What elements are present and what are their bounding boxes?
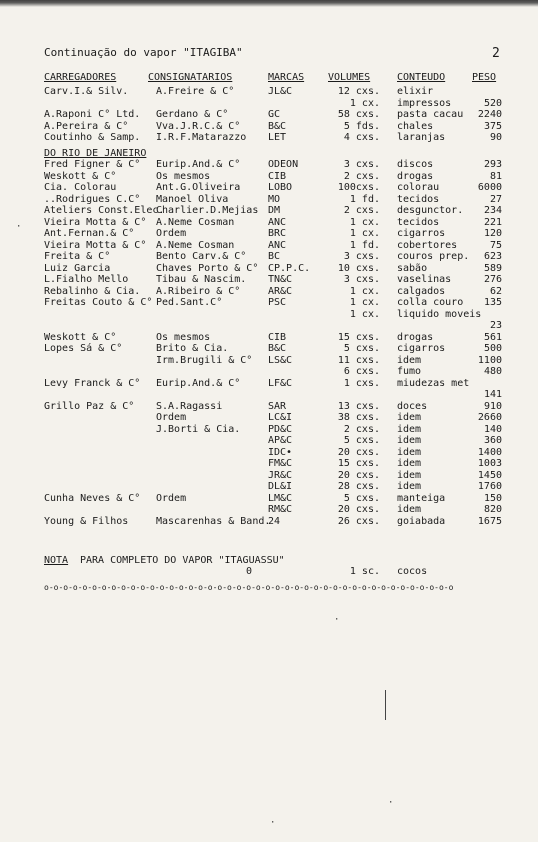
cell-contents: sabão <box>397 262 428 274</box>
cell-contents: miudezas met <box>397 377 470 389</box>
cell-weight: 140 <box>483 423 502 435</box>
cell-contents: drogas <box>397 331 434 343</box>
table-row <box>0 159 538 171</box>
cell-consignee: Tibau & Nascim. <box>156 274 247 285</box>
cell-contents: desgunctor. <box>397 205 464 216</box>
table-header <box>0 72 538 84</box>
cell-weight: 360 <box>483 435 502 446</box>
cell-shipper: Levy Franck & C° <box>44 377 141 389</box>
cell-contents: tecidos <box>397 193 440 205</box>
cell-weight: 2240 <box>477 109 502 120</box>
cell-volumes: 4 cxs. <box>343 132 380 143</box>
cell-consignee: Brito & Cia. <box>156 343 229 354</box>
header-shipper: CARREGADORES <box>44 72 117 83</box>
cell-volumes: 5 cxs. <box>343 343 380 354</box>
table-row <box>0 171 538 183</box>
cell-volumes: 5 fds. <box>343 120 380 132</box>
cell-volumes: 20 cxs. <box>337 504 380 515</box>
cell-weight: 561 <box>483 331 502 343</box>
cell-consignee: Ordem <box>156 228 187 239</box>
cell-consignee: Ordem <box>156 412 187 423</box>
cell-consignee: Eurip.And.& C° <box>156 377 241 389</box>
cell-consignee: A.Neme Cosman <box>156 239 235 251</box>
section-heading <box>0 148 538 160</box>
cell-shipper: A.Pereira & C° <box>44 120 129 132</box>
table-row <box>0 332 538 344</box>
cell-consignee: A.Freire & C° <box>156 86 235 97</box>
cell-volumes: 13 cxs. <box>337 400 380 412</box>
table-row <box>0 435 538 447</box>
cell-volumes: 5 cxs. <box>343 435 380 446</box>
cell-marks: 24 <box>268 515 281 527</box>
cell-consignee: Chaves Porto & C° <box>156 262 259 274</box>
cell-shipper: Weskott & C° <box>44 331 117 343</box>
table-row <box>0 132 538 144</box>
cell-contents: discos <box>397 159 434 170</box>
cell-contents: cigarros <box>397 343 446 354</box>
cell-contents: liquido moveis <box>397 308 482 320</box>
cell-consignee: Bento Carv.& C° <box>156 251 247 262</box>
cell-shipper: Luiz Garcia <box>44 262 111 274</box>
table-row <box>0 470 538 482</box>
cell-weight: 120 <box>483 228 502 239</box>
cell-volumes: 2 cxs. <box>343 205 380 216</box>
cell-marks: LOBO <box>268 182 293 193</box>
cell-consignee: Gerdano & C° <box>156 109 229 120</box>
cell-volumes: 3 cxs. <box>343 159 380 170</box>
cell-volumes: 28 cxs. <box>337 481 380 492</box>
cell-consignee: A.Neme Cosman <box>156 216 235 228</box>
table-row <box>0 343 538 355</box>
cell-weight: 135 <box>483 297 502 308</box>
cell-contents: fumo <box>397 366 422 377</box>
cell-volumes: 1 cx. <box>349 216 380 228</box>
table-row <box>0 228 538 240</box>
cell-contents: colla couro <box>397 297 464 308</box>
table-row <box>0 320 538 332</box>
cell-volumes: 58 cxs. <box>337 109 380 120</box>
cell-contents: pasta cacau <box>397 109 464 120</box>
cell-volumes: 1 cxs. <box>343 377 380 389</box>
cell-weight: 1760 <box>477 481 502 492</box>
cell-marks: B&C <box>268 343 287 354</box>
cell-marks: GC <box>268 109 281 120</box>
cell-contents: goiabada <box>397 515 446 527</box>
cell-contents: vaselinas <box>397 274 452 285</box>
table-row <box>0 481 538 493</box>
cell-volumes: 6 cxs. <box>343 366 380 377</box>
table-row <box>0 493 538 505</box>
cell-volumes: 26 cxs. <box>337 515 380 527</box>
table-row <box>0 274 538 286</box>
cell-weight: 276 <box>483 274 502 285</box>
cell-volumes: 12 cxs. <box>337 86 380 97</box>
cell-consignee: Charlier.D.Mejias <box>156 205 259 216</box>
cell-shipper: Rebalinho & Cia. <box>44 285 141 297</box>
cell-contents: idem <box>397 446 422 458</box>
table-row <box>0 412 538 424</box>
page-title: Continuação do vapor "ITAGIBA" <box>44 46 243 59</box>
cell-marks: PSC <box>268 297 287 308</box>
cell-weight: 500 <box>483 343 502 354</box>
scan-speck: · <box>16 222 22 232</box>
note-text: PARA COMPLETO DO VAPOR "ITAGUASSU" <box>80 555 285 566</box>
cell-marks: AR&C <box>268 285 293 297</box>
note-contents: cocos <box>397 566 428 577</box>
cell-shipper: A.Raponi C° Ltd. <box>44 109 141 120</box>
note-label: NOTA <box>44 555 69 566</box>
cell-consignee: I.R.F.Matarazzo <box>156 132 247 143</box>
table-row <box>0 389 538 401</box>
cell-volumes: 1 cx. <box>349 297 380 308</box>
cell-contents: cigarros <box>397 228 446 239</box>
table-row <box>0 217 538 229</box>
cell-contents: idem <box>397 354 422 366</box>
cell-contents: tecidos <box>397 216 440 228</box>
cell-volumes: 15 cxs. <box>337 458 380 469</box>
cell-marks: BRC <box>268 228 287 239</box>
cell-shipper: Lopes Sá & C° <box>44 343 123 354</box>
cell-consignee: Irm.Brugili & C° <box>156 354 253 366</box>
table-row <box>0 504 538 516</box>
cell-contents: idem <box>397 481 422 492</box>
cell-volumes: 20 cxs. <box>337 469 380 481</box>
cell-consignee: Eurip.And.& C° <box>156 159 241 170</box>
cell-consignee: Os mesmos <box>156 331 211 343</box>
table-row <box>0 366 538 378</box>
cell-volumes: 15 cxs. <box>337 331 380 343</box>
cell-shipper: Cunha Neves & C° <box>44 492 141 504</box>
cell-weight: 221 <box>483 216 502 228</box>
cell-volumes: 1 cx. <box>349 228 380 239</box>
cell-shipper: Freitas Couto & C° <box>44 297 153 308</box>
scan-speck: · <box>270 818 276 828</box>
table-row <box>0 251 538 263</box>
cell-marks: ODEON <box>268 159 299 170</box>
cell-marks: JL&C <box>268 86 293 97</box>
cell-volumes: 1 cx. <box>349 97 380 109</box>
cell-contents: idem <box>397 458 422 469</box>
cell-contents: idem <box>397 435 422 446</box>
cell-consignee: Os mesmos <box>156 170 211 182</box>
cell-shipper: Cia. Colorau <box>44 182 117 193</box>
cell-marks: JR&C <box>268 469 293 481</box>
cell-volumes: 1 cx. <box>349 308 380 320</box>
scan-speck: · <box>388 798 394 808</box>
cell-contents: couros prep. <box>397 251 470 262</box>
cell-marks: BC <box>268 251 281 262</box>
cell-shipper: Coutinho & Samp. <box>44 132 141 143</box>
cell-contents: drogas <box>397 170 434 182</box>
cell-weight: 375 <box>483 120 502 132</box>
cell-shipper: Weskott & C° <box>44 170 117 182</box>
cell-volumes: 1 cx. <box>349 285 380 297</box>
cell-marks: LS&C <box>268 354 293 366</box>
header-weight: PESO <box>472 72 497 83</box>
header-consignee: CONSIGNATARIOS <box>148 72 233 83</box>
cell-marks: ANC <box>268 216 287 228</box>
cell-weight: 293 <box>483 159 502 170</box>
table-row <box>0 286 538 298</box>
separator-line: o-o-o-o-o-o-o-o-o-o-o-o-o-o-o-o-o-o-o-o-o-o-o-o-o-o-o-o-o-o-o-o-o-o-o-o-o-o-o-o-o-o-o <box>44 583 454 592</box>
cell-volumes: 20 cxs. <box>337 446 380 458</box>
cell-marks: IDC• <box>268 446 293 458</box>
cell-contents: calgados <box>397 285 446 297</box>
note-marks: 0 <box>246 566 253 577</box>
table-row <box>0 424 538 436</box>
table-row <box>0 297 538 309</box>
note-detail-row <box>0 566 538 578</box>
cell-marks: TN&C <box>268 274 293 285</box>
cell-shipper: Ant.Fernan.& C° <box>44 228 135 239</box>
cell-marks: MO <box>268 193 281 205</box>
cell-volumes: 11 cxs. <box>337 354 380 366</box>
header-contents: CONTEUDO <box>397 72 446 83</box>
cell-weight: 75 <box>489 239 502 251</box>
table-row <box>0 447 538 459</box>
table-row <box>0 378 538 390</box>
page-number: 2 <box>492 46 500 61</box>
table-row <box>0 355 538 367</box>
cell-marks: LC&I <box>268 412 293 423</box>
cell-shipper: Freita & C° <box>44 251 111 262</box>
cell-shipper: ..Rodrigues C.C° <box>44 193 141 205</box>
cell-volumes: 38 cxs. <box>337 412 380 423</box>
cell-contents: colorau <box>397 182 440 193</box>
cell-weight: 81 <box>489 170 502 182</box>
cell-contents: doces <box>397 400 428 412</box>
table-row <box>0 194 538 206</box>
cell-marks: CP.P.C. <box>268 262 311 274</box>
cell-volumes: 2 cxs. <box>343 423 380 435</box>
cell-marks: ANC <box>268 239 287 251</box>
cell-volumes: 10 cxs. <box>337 262 380 274</box>
cell-contents: cobertores <box>397 239 458 251</box>
table-row <box>0 458 538 470</box>
cell-marks: LET <box>268 132 287 143</box>
cell-contents: laranjas <box>397 132 446 143</box>
cell-volumes: 1 fd. <box>349 239 380 251</box>
cell-weight: 6000 <box>477 182 502 193</box>
cell-weight: 1003 <box>477 458 502 469</box>
cell-consignee: Ant.G.Oliveira <box>156 182 241 193</box>
table-row <box>0 182 538 194</box>
cell-marks: LF&C <box>268 377 293 389</box>
cell-weight: 623 <box>483 251 502 262</box>
cell-contents: elixir <box>397 86 434 97</box>
cell-volumes: 100cxs. <box>337 182 380 193</box>
table-row <box>0 516 538 528</box>
cell-weight: 27 <box>489 193 502 205</box>
table-row <box>0 240 538 252</box>
cell-consignee: Ped.Sant.C° <box>156 297 223 308</box>
table-row <box>0 263 538 275</box>
scan-mark <box>385 690 386 720</box>
table-row <box>0 205 538 217</box>
table-row <box>0 109 538 121</box>
cell-weight: 2660 <box>477 412 502 423</box>
cell-volumes: 2 cxs. <box>343 170 380 182</box>
cell-volumes: 3 cxs. <box>343 274 380 285</box>
cell-weight: 90 <box>489 132 502 143</box>
cell-shipper: Grillo Paz & C° <box>44 400 135 412</box>
section-title: DO RIO DE JANEIRO <box>44 147 147 159</box>
cell-contents: idem <box>397 412 422 423</box>
cell-shipper: Fred Figner & C° <box>44 159 141 170</box>
table-row <box>0 401 538 413</box>
cell-shipper: L.Fialho Mello <box>44 274 129 285</box>
cell-weight: 141 <box>483 389 502 400</box>
cell-contents: chales <box>397 120 434 132</box>
cell-consignee: A.Ribeiro & C° <box>156 285 241 297</box>
cell-shipper: Carv.I.& Silv. <box>44 86 129 97</box>
table-row <box>0 121 538 133</box>
scan-speck: · <box>334 615 340 625</box>
cell-marks: B&C <box>268 120 287 132</box>
table-row <box>0 86 538 98</box>
cell-contents: impressos <box>397 97 452 109</box>
cell-marks: SAR <box>268 400 287 412</box>
header-volumes: VOLUMES <box>328 72 371 83</box>
cell-weight: 234 <box>483 205 502 216</box>
cell-marks: DM <box>268 205 281 216</box>
cell-contents: idem <box>397 423 422 435</box>
cell-shipper: Young & Filhos <box>44 515 129 527</box>
cell-contents: idem <box>397 504 422 515</box>
table-row <box>0 98 538 110</box>
cell-shipper: Vieira Motta & C° <box>44 216 147 228</box>
cell-consignee: Mascarenhas & Band. <box>156 515 271 527</box>
cell-marks: RM&C <box>268 504 293 515</box>
cell-marks: FM&C <box>268 458 293 469</box>
cell-consignee: Vva.J.R.C.& C° <box>156 120 241 132</box>
cell-contents: idem <box>397 469 422 481</box>
cell-weight: 520 <box>483 97 502 109</box>
cell-marks: PD&C <box>268 423 293 435</box>
note-volumes: 1 sc. <box>349 566 380 577</box>
cell-volumes: 1 fd. <box>349 193 380 205</box>
cell-volumes: 3 cxs. <box>343 251 380 262</box>
cell-weight: 910 <box>483 400 502 412</box>
cell-shipper: Ateliers Const.Elec. <box>44 205 165 216</box>
cell-marks: AP&C <box>268 435 293 446</box>
cell-consignee: Ordem <box>156 492 187 504</box>
cell-weight: 150 <box>483 492 502 504</box>
cell-weight: 1450 <box>477 469 502 481</box>
header-marks: MARCAS <box>268 72 305 83</box>
cell-shipper: Vieira Motta & C° <box>44 239 147 251</box>
cell-weight: 23 <box>489 320 502 331</box>
cell-volumes: 5 cxs. <box>343 492 380 504</box>
cell-contents: manteiga <box>397 492 446 504</box>
cell-marks: CIB <box>268 170 287 182</box>
cell-weight: 1100 <box>477 354 502 366</box>
cell-weight: 589 <box>483 262 502 274</box>
cell-marks: CIB <box>268 331 287 343</box>
cell-weight: 1675 <box>477 515 502 527</box>
cell-marks: DL&I <box>268 481 293 492</box>
cell-weight: 62 <box>489 285 502 297</box>
table-row <box>0 309 538 321</box>
cell-consignee: Manoel Oliva <box>156 193 229 205</box>
cell-weight: 1400 <box>477 446 502 458</box>
cell-weight: 820 <box>483 504 502 515</box>
cell-consignee: S.A.Ragassi <box>156 400 223 412</box>
cell-weight: 480 <box>483 366 502 377</box>
scan-top-edge <box>0 0 538 7</box>
cell-consignee: J.Borti & Cia. <box>156 423 241 435</box>
cell-marks: LM&C <box>268 492 293 504</box>
